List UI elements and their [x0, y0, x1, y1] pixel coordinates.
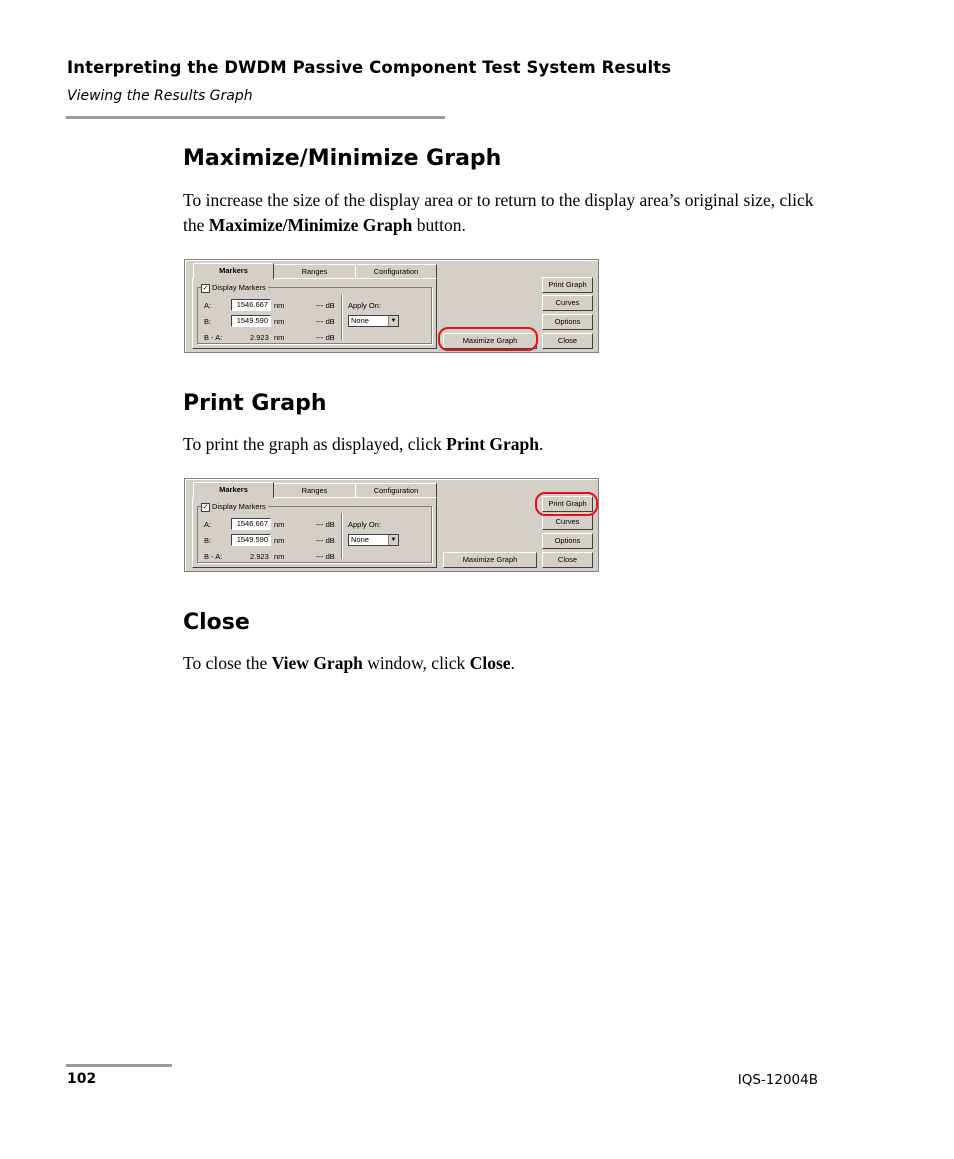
apply-on-select[interactable]: [348, 534, 399, 546]
label-a: A:: [204, 520, 212, 529]
options-button[interactable]: Options: [542, 533, 593, 549]
section-paragraph-maximize: [183, 188, 823, 238]
dialog-screenshot-print: [184, 478, 599, 572]
paragraph-bold: View Graph: [271, 653, 363, 673]
paragraph-bold: Maximize/Minimize Graph: [208, 215, 413, 235]
curves-button[interactable]: Curves: [542, 514, 593, 530]
paragraph-bold: Print Graph: [446, 434, 540, 454]
unit-db: --- dB: [316, 552, 335, 561]
paragraph-text: To print the graph as displayed, click: [183, 434, 447, 454]
footer-rule: [66, 1064, 172, 1067]
unit-nm: nm: [274, 520, 285, 529]
chevron-down-icon[interactable]: ▼: [388, 535, 398, 545]
divider: [341, 294, 342, 340]
section-heading-maximize: Maximize/Minimize Graph: [183, 146, 502, 171]
paragraph-text: To increase the size of the display area or to return to the display area’s original size, click the: [183, 190, 814, 235]
divider: [341, 513, 342, 559]
running-header-subtitle: Viewing the Results Graph: [67, 88, 253, 104]
tab-configuration[interactable]: Configuration: [355, 264, 437, 278]
unit-db: --- dB: [316, 333, 335, 342]
maximize-graph-button[interactable]: Maximize Graph: [443, 552, 537, 568]
options-button[interactable]: Options: [542, 314, 593, 330]
marker-delta-value: 2.923: [250, 333, 269, 342]
display-markers-label: Display Markers: [212, 502, 266, 511]
marker-b-input[interactable]: 1549.590: [231, 534, 271, 546]
label-b-minus-a: B - A:: [204, 552, 223, 561]
paragraph-text: window, click: [362, 653, 470, 673]
markers-group: [197, 287, 432, 344]
paragraph-text: button.: [412, 215, 466, 235]
chevron-down-icon[interactable]: ▼: [388, 316, 398, 326]
tab-panel: [192, 278, 437, 349]
print-graph-button[interactable]: Print Graph: [542, 496, 593, 512]
highlight-circle: [535, 492, 598, 516]
marker-delta-value: 2.923: [250, 552, 269, 561]
unit-db: --- dB: [316, 301, 335, 310]
unit-db: --- dB: [316, 317, 335, 326]
dialog-screenshot-maximize: [184, 259, 599, 353]
print-graph-button[interactable]: Print Graph: [542, 277, 593, 293]
unit-nm: nm: [274, 536, 285, 545]
markers-group: [197, 506, 432, 563]
tab-markers[interactable]: Markers: [193, 263, 274, 279]
apply-on-value: None: [351, 535, 369, 544]
page-number: 102: [67, 1071, 97, 1087]
apply-on-value: None: [351, 316, 369, 325]
label-b: B:: [204, 536, 212, 545]
tab-panel: [192, 497, 437, 568]
checkbox-check-icon[interactable]: ✓: [202, 503, 209, 511]
section-heading-print: Print Graph: [183, 391, 327, 416]
section-paragraph-print: [183, 432, 823, 457]
paragraph-text: .: [510, 653, 515, 673]
close-button[interactable]: Close: [542, 552, 593, 568]
unit-nm: nm: [274, 301, 285, 310]
unit-db: --- dB: [316, 520, 335, 529]
close-button[interactable]: Close: [542, 333, 593, 349]
unit-nm: nm: [274, 552, 285, 561]
maximize-graph-button[interactable]: Maximize Graph: [443, 333, 537, 349]
marker-b-input[interactable]: 1549.590: [231, 315, 271, 327]
display-markers-checkbox[interactable]: [201, 502, 268, 512]
checkbox-check-icon[interactable]: ✓: [202, 284, 209, 292]
section-heading-close: Close: [183, 610, 250, 635]
paragraph-bold: Close: [469, 653, 511, 673]
highlight-circle: [438, 327, 538, 351]
document-id: IQS-12004B: [737, 1072, 818, 1088]
display-markers-checkbox[interactable]: [201, 283, 268, 293]
apply-on-label: Apply On:: [348, 520, 381, 529]
paragraph-text: To close the: [183, 653, 272, 673]
unit-nm: nm: [274, 333, 285, 342]
apply-on-label: Apply On:: [348, 301, 381, 310]
apply-on-select[interactable]: [348, 315, 399, 327]
label-a: A:: [204, 301, 212, 310]
display-markers-label: Display Markers: [212, 283, 266, 292]
label-b: B:: [204, 317, 212, 326]
running-header-title: Interpreting the DWDM Passive Component Test System Results: [67, 58, 672, 77]
marker-a-input[interactable]: 1546.667: [231, 518, 271, 530]
unit-db: --- dB: [316, 536, 335, 545]
paragraph-text: .: [539, 434, 544, 454]
section-paragraph-close: [183, 651, 823, 676]
label-b-minus-a: B - A:: [204, 333, 223, 342]
header-rule: [66, 116, 445, 119]
tab-configuration[interactable]: Configuration: [355, 483, 437, 497]
tab-ranges[interactable]: Ranges: [273, 483, 356, 497]
unit-nm: nm: [274, 317, 285, 326]
curves-button[interactable]: Curves: [542, 295, 593, 311]
tab-ranges[interactable]: Ranges: [273, 264, 356, 278]
marker-a-input[interactable]: 1546.667: [231, 299, 271, 311]
tab-markers[interactable]: Markers: [193, 482, 274, 498]
